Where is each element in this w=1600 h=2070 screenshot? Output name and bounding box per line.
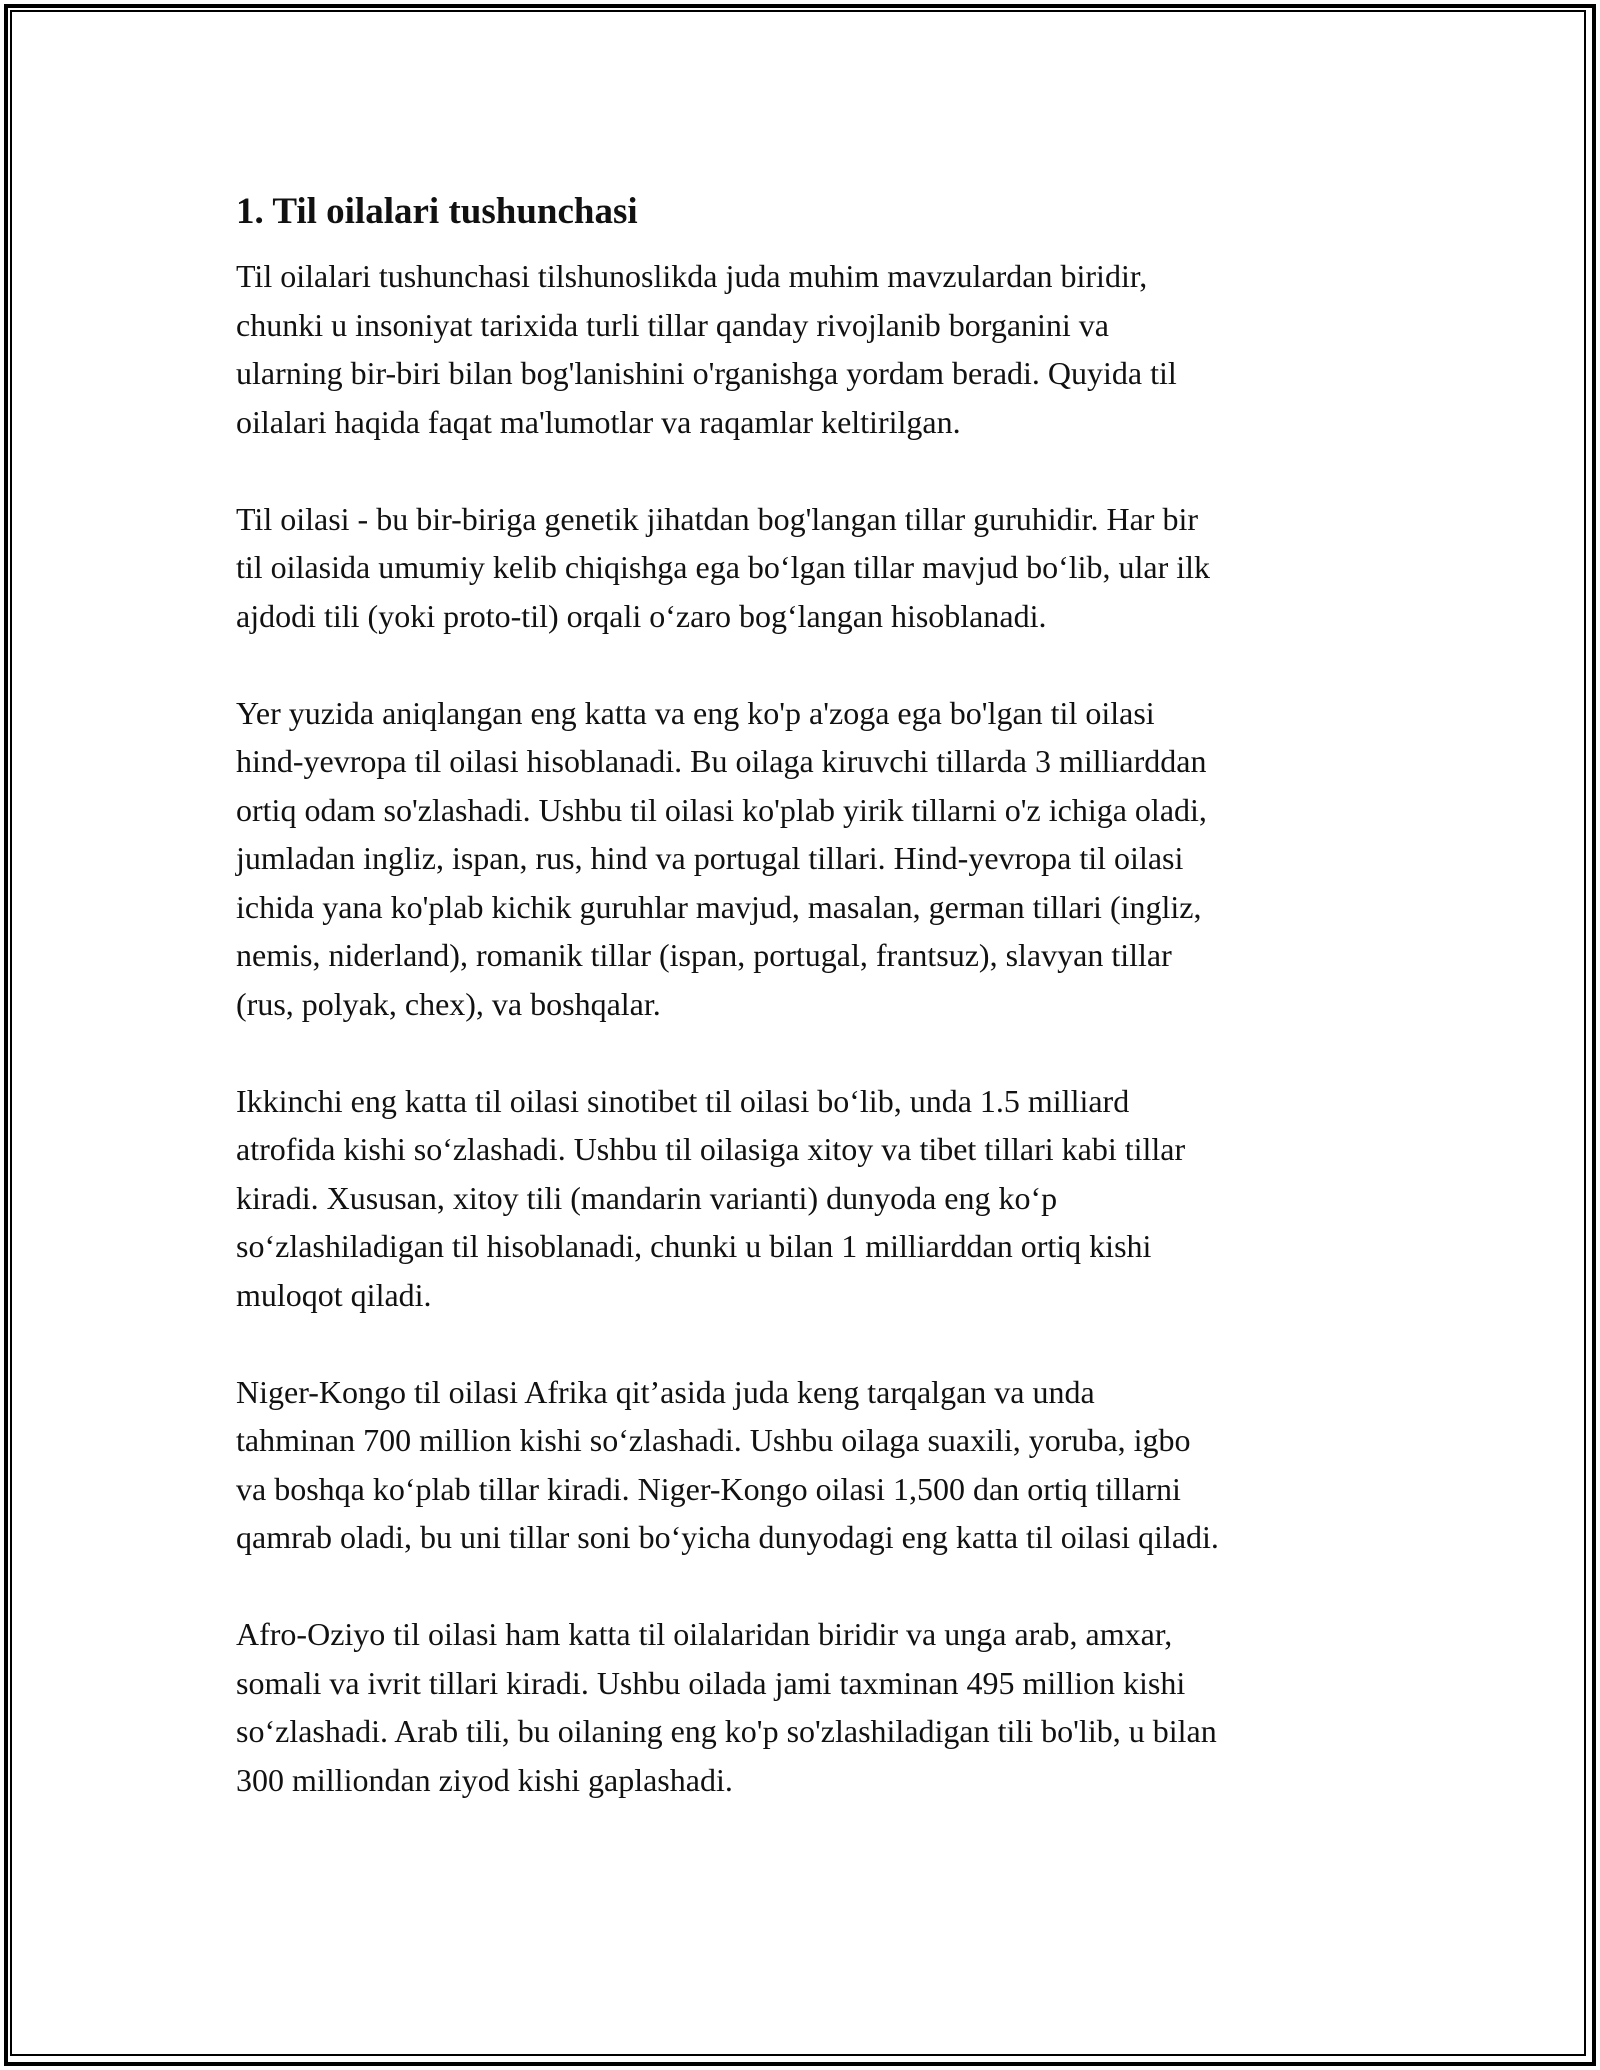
text-line: nemis, niderland), romanik tillar (ispan, portugal, frantsuz), slavyan tillar <box>236 937 1172 973</box>
text-line: Niger-Kongo til oilasi Afrika qit’asida juda keng tarqalgan va unda <box>236 1373 1095 1410</box>
section-title: 1. Til oilalari tushunchasi <box>236 191 638 232</box>
text-line: ularning bir-biri bilan bog'lanishini o'rganishga yordam beradi. Quyida til <box>236 355 1177 391</box>
text-line: ichida yana ko'plab kichik guruhlar mavjud, masalan, german tillari (ingliz, <box>236 888 1202 925</box>
text-line: oilalari haqida faqat ma'lumotlar va raqamlar keltirilgan. <box>236 403 961 440</box>
text-line: tahminan 700 million kishi so‘zlashadi. Ushbu oilaga suaxili, yoruba, igbo <box>236 1422 1191 1458</box>
paragraph-indo-european <box>236 689 1376 1029</box>
text-line: Afro-Oziyo til oilasi ham katta til oilalaridan biridir va unga arab, amxar, <box>236 1616 1173 1652</box>
paragraph-niger-congo <box>236 1368 1376 1562</box>
paragraph-intro <box>236 252 1376 446</box>
document-body <box>236 186 1376 1853</box>
text-line: kiradi. Xususan, xitoy tili (mandarin varianti) dunyoda eng ko‘p <box>236 1179 1058 1216</box>
text-line: va boshqa ko‘plab tillar kiradi. Niger-Kongo oilasi 1,500 dan ortiq tillarni <box>236 1470 1181 1507</box>
text-line: somali va ivrit tillari kiradi. Ushbu oilada jami taxminan 495 million kishi <box>236 1664 1186 1701</box>
text-line: ajdodi tili (yoki proto-til) orqali o‘zaro bog‘langan hisoblanadi. <box>236 597 1047 634</box>
text-line: so‘zlashadi. Arab tili, bu oilaning eng ko'p so'zlashiladigan tili bo'lib, u bilan <box>236 1713 1217 1749</box>
text-line: chunki u insoniyat tarixida turli tillar qanday rivojlanib borganini va <box>236 306 1109 343</box>
text-line: Til oilasi - bu bir-biriga genetik jihatdan bog'langan tillar guruhidir. Har bir <box>236 500 1198 537</box>
text-line: Ikkinchi eng katta til oilasi sinotibet til oilasi bo‘lib, unda 1.5 milliard <box>236 1082 1130 1119</box>
text-line: ortiq odam so'zlashadi. Ushbu til oilasi ko'plab yirik tillarni o'z ichiga oladi, <box>236 791 1207 828</box>
text-line: Yer yuzida aniqlangan eng katta va eng ko'p a'zoga ega bo'lgan til oilasi <box>236 694 1155 731</box>
text-line: (rus, polyak, chex), va boshqalar. <box>236 985 661 1022</box>
text-line: so‘zlashiladigan til hisoblanadi, chunki u bilan 1 milliarddan ortiq kishi <box>236 1228 1152 1264</box>
text-line: til oilasida umumiy kelib chiqishga ega bo‘lgan tillar mavjud bo‘lib, ular ilk <box>236 549 1211 585</box>
text-line: qamrab oladi, bu uni tillar soni bo‘yicha dunyodagi eng katta til oilasi qiladi. <box>236 1519 1219 1555</box>
text-line: hind-yevropa til oilasi hisoblanadi. Bu oilaga kiruvchi tillarda 3 milliarddan <box>236 743 1207 779</box>
paragraph-afro-asiatic <box>236 1610 1376 1804</box>
text-line: 300 milliondan ziyod kishi gaplashadi. <box>236 1761 733 1798</box>
paragraph-sino-tibetan <box>236 1077 1376 1320</box>
text-line: Til oilalari tushunchasi tilshunoslikda juda muhim mavzulardan biridir, <box>236 258 1148 294</box>
text-line: muloqot qiladi. <box>236 1276 432 1313</box>
paragraph-definition <box>236 495 1376 641</box>
text-line: jumladan ingliz, ispan, rus, hind va portugal tillari. Hind-yevropa til oilasi <box>236 840 1184 876</box>
text-line: atrofida kishi so‘zlashadi. Ushbu til oilasiga xitoy va tibet tillari kabi tillar <box>236 1131 1186 1167</box>
